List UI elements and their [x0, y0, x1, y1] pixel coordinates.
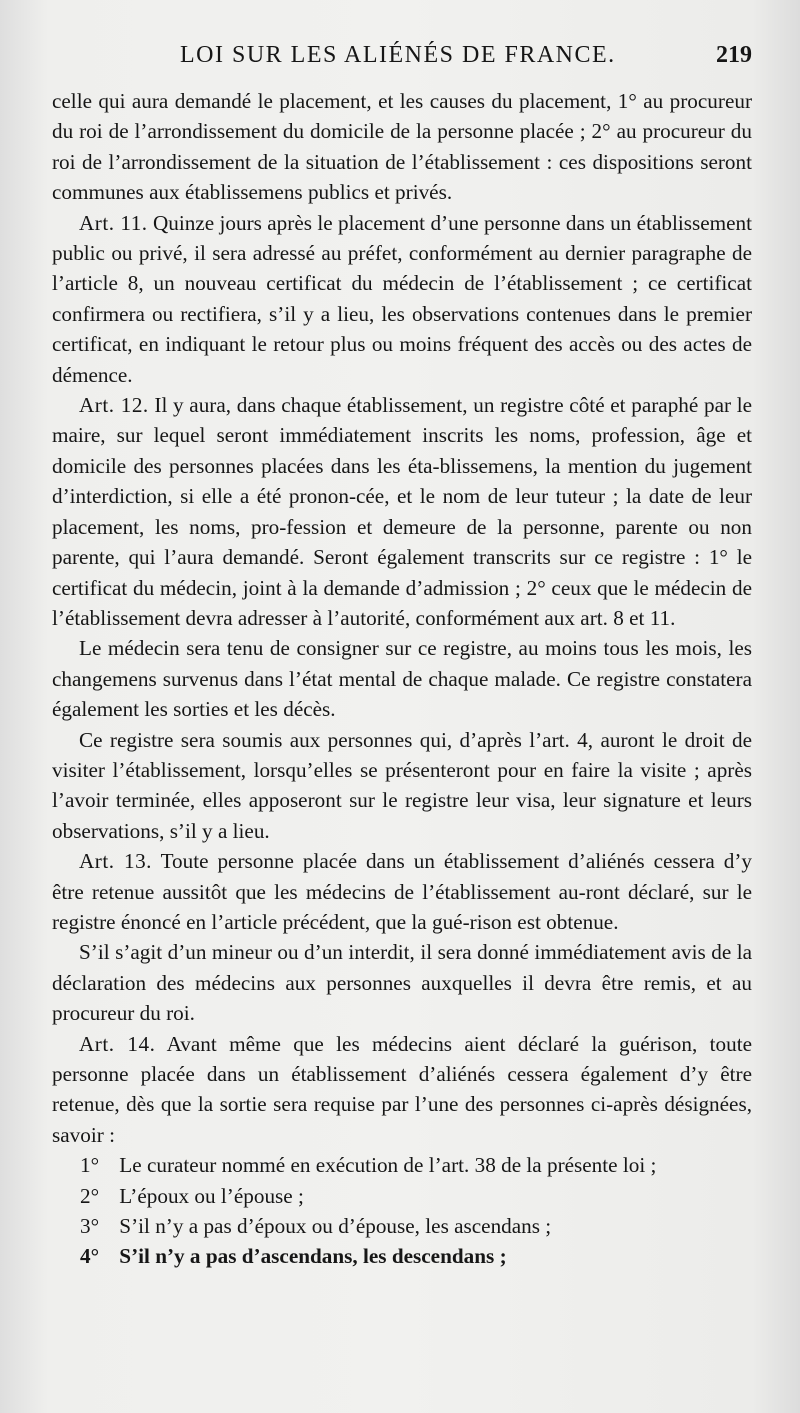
list-item [52, 1150, 752, 1180]
paragraph-text: celle qui aura demandé le placement, et les causes du placement, 1° au procureur du roi de l’arrondissement du domicile de la personne placée ; 2° au procureur du roi de l’arrondissement de la situation de l’établissement : ces dispositions seront communes aux établissemens publics et privés. [52, 89, 752, 205]
paragraph [52, 633, 752, 724]
list-item-number: 3° [80, 1214, 100, 1239]
article-label: Art. 14. [79, 1031, 156, 1056]
article-14 [52, 1029, 752, 1151]
article-text: Toute personne placée dans un établissement d’aliénés cessera d’y être retenue aussitôt que les médecins de l’établissement au-ront déclaré, sur le registre énoncé en l’article précédent, que la gué-rison est obtenue. [52, 849, 752, 934]
article-12 [52, 390, 752, 633]
article-11 [52, 208, 752, 390]
article-text: Avant même que les médecins aient déclaré la guérison, toute personne placée dans un établissement d’aliénés cessera également d’y être retenue, dès que la sortie sera requise par l’une des personnes ci-après désignées, savoir : [52, 1031, 753, 1147]
list-item-text: Le curateur nommé en exécution de l’art. 38 de la présente loi ; [119, 1153, 657, 1178]
list-item-text: L’époux ou l’épouse ; [119, 1183, 304, 1208]
page-number: 219 [716, 42, 752, 68]
paragraph-text: Le médecin sera tenu de consigner sur ce registre, au moins tous les mois, les changemens survenus dans l’état mental de chaque malade. Ce registre constatera également les sorties et les décès. [52, 636, 752, 722]
article-label: Art. 11. [79, 210, 148, 235]
article-label: Art. 12. [79, 393, 149, 418]
list-item-number: 1° [80, 1153, 100, 1178]
article-text: Quinze jours après le placement d’une personne dans un établissement public ou privé, il sera adressé au préfet, conformément au dernier paragraphe de l’article 8, un nouveau certificat du médecin de l’établissement ; ce certificat confirmera ou rectifiera, s’il y a lieu, les observations contenues dans le premier certificat, en indiquant le retour plus ou moins fréquent des accès ou des actes de démence. [52, 210, 752, 387]
list-item-number: 2° [80, 1183, 100, 1208]
list-item [52, 1211, 752, 1241]
list-item-number: 4° [80, 1244, 100, 1269]
enumeration-list [52, 1150, 752, 1272]
list-item [52, 1181, 752, 1211]
list-item-text: S’il n’y a pas d’ascendans, les descendans ; [119, 1244, 507, 1269]
running-title: LOI SUR LES ALIÉNÉS DE FRANCE. [180, 42, 616, 68]
article-label: Art. 13. [79, 849, 152, 874]
paragraph-continuation [52, 86, 752, 208]
paragraph-text: S’il s’agit d’un mineur ou d’un interdit, il sera donné immédiatement avis de la déclaration des médecins aux personnes auxquelles il devra être remis, et au procureur du roi. [52, 940, 752, 1026]
article-13 [52, 846, 752, 937]
article-text: Il y aura, dans chaque établissement, un registre côté et paraphé par le maire, sur lequel seront immédiatement inscrits les noms, profession, âge et domicile des personnes placées dans les éta-blissemens, la mention du jugement d’interdiction, si elle a été pronon-cée, et le nom de leur tuteur ; la date de leur placement, les noms, pro-fession et demeure de la personne, parente ou non parente, qui l’aura demandé. Seront également transcrits sur ce registre : 1° le certificat du médecin, joint à la demande d’admission ; 2° ceux que le médecin de l’établissement devra adresser à l’autorité, conformément aux art. 8 et 11. [52, 393, 753, 630]
paragraph [52, 937, 752, 1028]
list-item-text: S’il n’y a pas d’époux ou d’épouse, les ascendans ; [119, 1214, 552, 1239]
page-header [0, 40, 800, 80]
list-item [52, 1241, 752, 1271]
paragraph [52, 725, 752, 847]
page-body [52, 86, 752, 1272]
paragraph-text: Ce registre sera soumis aux personnes qui, d’après l’art. 4, auront le droit de visiter l’établissement, lorsqu’elles se présenteront pour en faire la visite ; après l’avoir terminée, elles apposeront sur le registre leur visa, leur signature et leurs observations, s’il y a lieu. [52, 727, 752, 843]
